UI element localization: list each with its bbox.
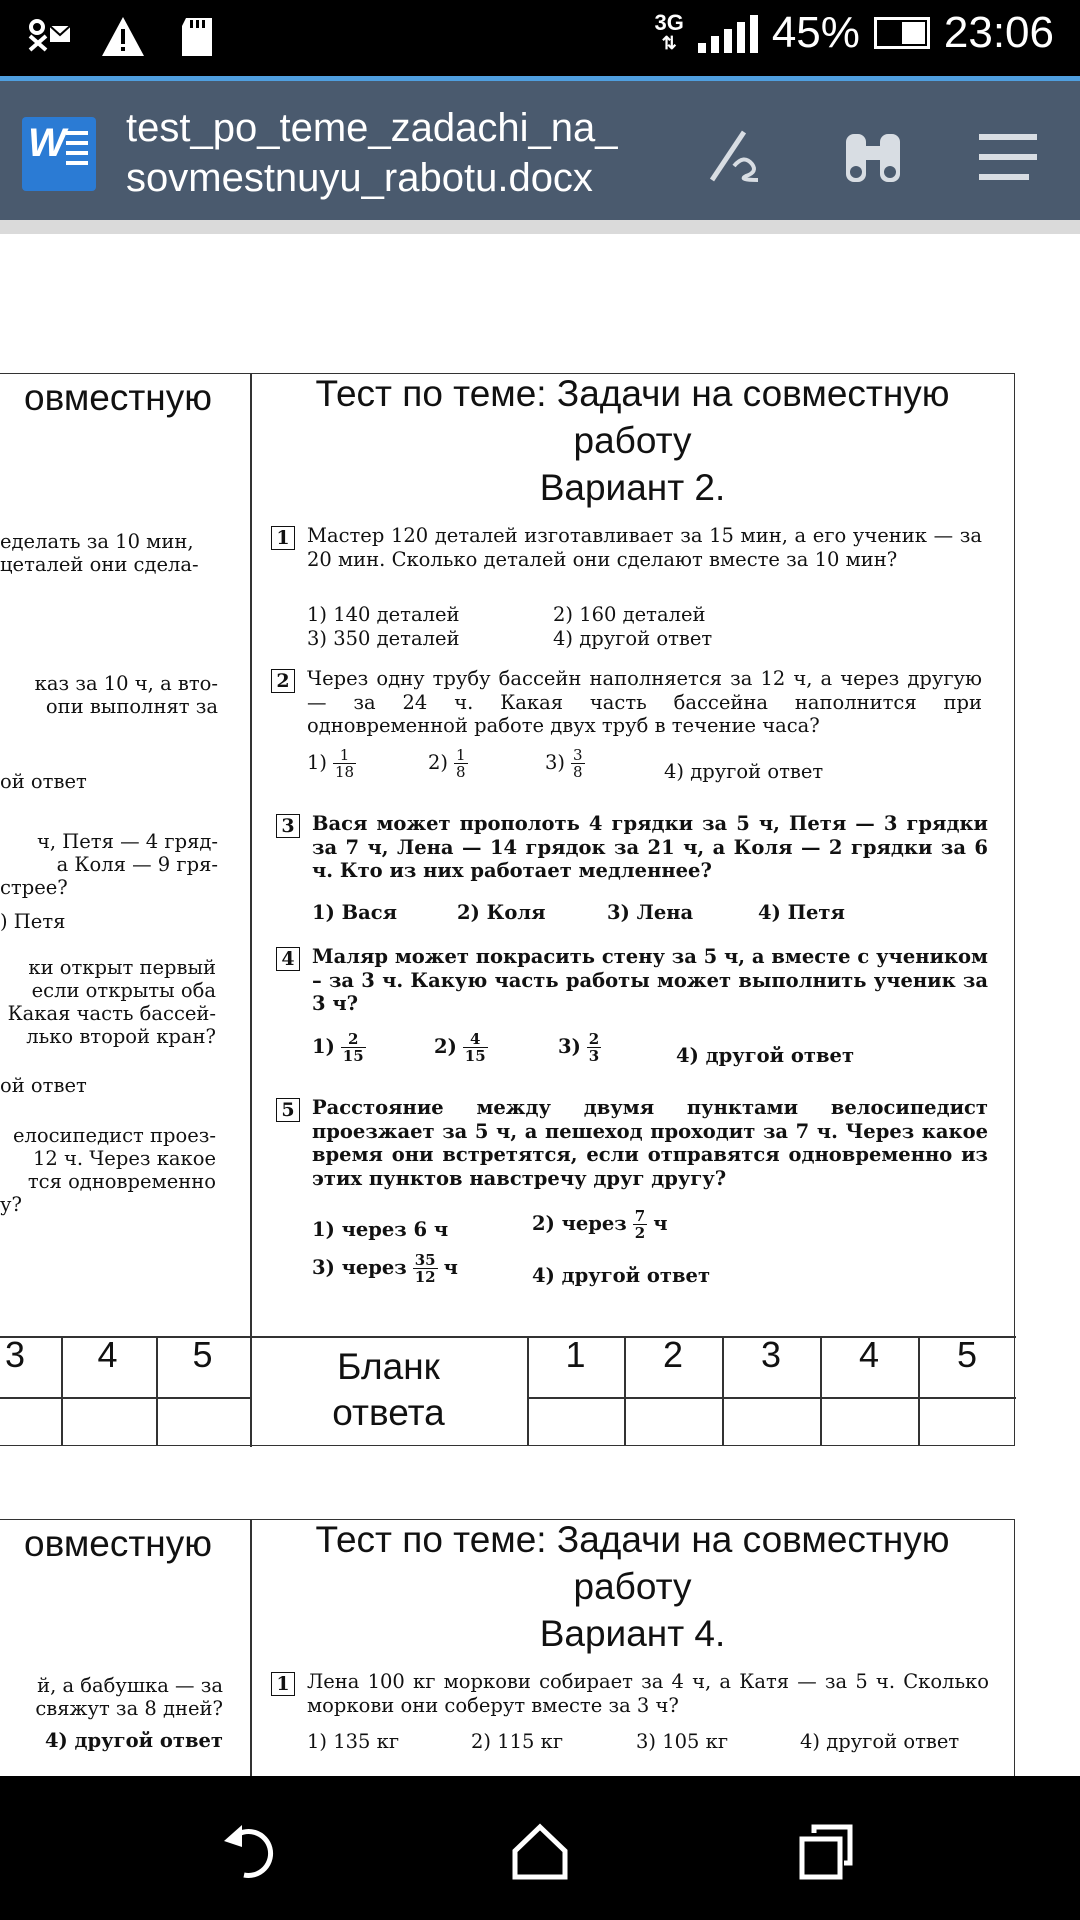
left-answer-cell-3: 3 [4, 1334, 26, 1375]
answer-form-line: ответа [332, 1392, 445, 1433]
q2-answer-4: 4) другой ответ [664, 760, 824, 783]
heading-line: Вариант 2. [539, 467, 726, 508]
question-1-text: Мастер 120 деталей изготавливает за 15 мин, а его ученик — за 20 мин. Сколько деталей они сделают вместе за 10 мин? [307, 524, 982, 571]
find-button[interactable] [833, 117, 913, 197]
fraction [333, 747, 356, 780]
left-question-3-partial [0, 830, 218, 899]
text-line: лько второй кран? [26, 1025, 216, 1048]
document-view[interactable] [0, 234, 1080, 1776]
navigation-bar [0, 1776, 1080, 1920]
question-3-text: Вася может прополоть 4 грядки за 5 ч, Петя — 3 грядки за 7 ч, Лена — 14 грядок за 21 ч, а Коля — 2 грядки за 6 ч. Кто из них работает медленнее? [312, 812, 988, 882]
pen-icon [700, 122, 770, 192]
question-5-text: Расстояние между двумя пунктами велосипедист проезжает за 5 ч, а пешеход проходит за 7 ч. Через какое время они встретятся, если отправятся одновременно из этих пунктов навстречу друг другу? [312, 1096, 988, 1190]
back-icon [218, 1817, 288, 1887]
answer-label: 3) через [312, 1256, 407, 1279]
text-line: а Коля — 9 гря- [56, 853, 218, 876]
answer-label: 2) [428, 751, 449, 774]
signal-strength-icon [698, 13, 758, 53]
warning-icon [100, 14, 146, 60]
answer-label: 1) [307, 751, 328, 774]
q1-answer-3: 3) 350 деталей [307, 627, 460, 650]
denominator: 15 [464, 1047, 486, 1065]
answer-cell-5: 5 [956, 1334, 978, 1375]
variant-4-question-1-text: Лена 100 кг моркови собирает за 4 ч, а Катя — за 5 ч. Сколько моркови они соберут вместе за 3 ч? [307, 1670, 989, 1717]
fraction [463, 1031, 488, 1064]
text-line: Какая часть бассей- [7, 1002, 216, 1025]
fraction [571, 747, 585, 780]
left-question-1-partial [0, 530, 240, 576]
variant-4-q1-answer-2: 2) 115 кг [471, 1730, 564, 1753]
network-type-icon: 3G ⇅ [654, 10, 684, 53]
answer-form-line: Бланк [337, 1346, 440, 1387]
text-line: у? [0, 1193, 22, 1216]
answer-label: 2) [434, 1035, 457, 1058]
heading-line: работу [573, 1566, 692, 1607]
row-divider [527, 1397, 1016, 1399]
hamburger-menu-icon [973, 122, 1043, 192]
left-answer-cell-5: 5 [192, 1334, 213, 1375]
left-answer-cell-4: 4 [97, 1334, 118, 1375]
unit-label: ч [443, 1256, 458, 1279]
left-question-5-partial [0, 1124, 216, 1216]
denominator: 8 [456, 763, 466, 781]
home-button[interactable] [500, 1812, 580, 1892]
question-2-text: Через одну трубу бассейн наполняется за 12 ч, а через другую — за 24 ч. Какая часть бассейна наполнится при одновременной работе двух труб в течение часа? [307, 667, 982, 737]
q3-answer-2: 2) Коля [457, 901, 546, 924]
home-icon [505, 1817, 575, 1887]
unit-label: ч [653, 1212, 668, 1235]
heading-line: работу [573, 420, 692, 461]
variant-4-heading [250, 1516, 1015, 1657]
q4-answer-1 [312, 1031, 372, 1064]
status-bar [0, 0, 1080, 76]
left-answer-3-partial: ) Петя [0, 910, 66, 933]
clock: 23:06 [943, 8, 1054, 57]
text-line: тся одновременно [27, 1170, 216, 1193]
q3-answer-3: 3) Лена [607, 901, 694, 924]
text-line: стрее? [0, 876, 68, 899]
heading-line: Тест по теме: Задачи на совместную [315, 373, 950, 414]
question-4-text: Маляр может покрасить стену за 5 ч, а вместе с учеником – за 3 ч. Какую часть работы может выполнить ученик за 3 ч? [312, 945, 988, 1015]
denominator: 15 [342, 1047, 364, 1065]
denominator: 18 [335, 763, 355, 781]
fraction [413, 1252, 438, 1285]
q2-answer-2 [428, 747, 474, 780]
text-line: еделать за 10 мин, [0, 530, 194, 553]
answer-cell-4: 4 [858, 1334, 880, 1375]
text-line: опи выполнят за [45, 695, 218, 718]
document-title-line1: test_po_teme_zadachi_na_ [126, 106, 618, 150]
q1-answer-1: 1) 140 деталей [307, 603, 460, 626]
q5-answer-3 [312, 1252, 458, 1285]
numerator: 35 [414, 1251, 436, 1269]
question-number-5: 5 [276, 1098, 300, 1122]
variant-4-q1-answer-3: 3) 105 кг [636, 1730, 729, 1753]
answer-cell-3: 3 [760, 1334, 782, 1375]
variant-4-q1-answer-1: 1) 135 кг [307, 1730, 400, 1753]
app-bar-divider [0, 220, 1080, 234]
variant-2-heading [250, 370, 1015, 511]
left-heading-partial-2: овместную [24, 1523, 212, 1564]
recent-apps-icon [792, 1817, 862, 1887]
left-heading-partial: овместную [24, 377, 212, 418]
heading-line: Вариант 4. [539, 1613, 726, 1654]
q2-answer-1 [307, 747, 362, 780]
text-line: цеталей они сдела- [0, 553, 199, 576]
binoculars-icon [838, 122, 908, 192]
left-question-4-partial [0, 956, 216, 1048]
numerator: 2 [341, 1031, 366, 1048]
text-line: каз за 10 ч, а вто- [34, 672, 218, 695]
q4-answer-4: 4) другой ответ [676, 1044, 855, 1067]
text-line: ки открыт первый [28, 956, 216, 979]
fraction [454, 747, 468, 780]
answer-cell-1: 1 [565, 1334, 586, 1375]
left-question-6-partial [0, 1674, 223, 1720]
denominator: 12 [414, 1268, 436, 1286]
variant-4-q1-answer-4: 4) другой ответ [800, 1730, 960, 1753]
question-number-1: 1 [271, 526, 295, 550]
text-line: свяжут за 8 дней? [35, 1697, 223, 1720]
fraction [341, 1031, 366, 1064]
q2-answer-3 [545, 747, 591, 780]
question-number-3: 3 [276, 814, 300, 838]
q4-answer-3 [558, 1031, 607, 1064]
voicemail-message-icon [26, 14, 72, 60]
back-button[interactable] [213, 1812, 293, 1892]
answer-label: 3) [545, 751, 566, 774]
numerator: 4 [463, 1031, 488, 1048]
denominator: 2 [634, 1224, 646, 1242]
edit-pen-button[interactable] [695, 117, 775, 197]
document-title-line2: sovmestnuyu_rabotu.docx [126, 156, 593, 200]
denominator: 3 [588, 1047, 600, 1065]
fraction [633, 1208, 647, 1241]
document-title [126, 103, 646, 203]
answer-form-label [250, 1344, 527, 1436]
recent-apps-button[interactable] [787, 1812, 867, 1892]
text-line: ч, Петя — 4 гряд- [36, 830, 218, 853]
column-divider [250, 374, 252, 1447]
answer-label: 2) через [532, 1212, 627, 1235]
q3-answer-4: 4) Петя [758, 901, 845, 924]
text-line: й, а бабушка — за [37, 1674, 223, 1697]
q5-answer-4: 4) другой ответ [532, 1264, 711, 1287]
numerator: 1 [456, 746, 466, 764]
text-line: если открыты оба [31, 979, 216, 1002]
left-answer-4-partial: ой ответ [0, 1074, 87, 1097]
numerator: 1 [333, 747, 356, 764]
q1-answer-4: 4) другой ответ [553, 627, 713, 650]
question-number-2: 2 [271, 669, 295, 693]
text-line: елосипедист проез- [12, 1124, 216, 1147]
text-line: 12 ч. Через какое [32, 1147, 216, 1170]
sd-card-icon [174, 14, 220, 60]
battery-percent: 45% [771, 8, 860, 57]
fraction [587, 1031, 601, 1064]
answer-label: 1) [312, 1035, 335, 1058]
q5-answer-1: 1) через 6 ч [312, 1218, 449, 1241]
answer-cell-2: 2 [662, 1334, 684, 1375]
q1-answer-2: 2) 160 деталей [553, 603, 706, 626]
q4-answer-2 [434, 1031, 494, 1064]
app-bar [0, 76, 1080, 220]
numerator: 3 [573, 746, 583, 764]
battery-icon [874, 17, 930, 49]
variant-4-question-number-1: 1 [271, 1672, 295, 1696]
numerator: 2 [588, 1030, 600, 1048]
q3-answer-1: 1) Вася [312, 901, 397, 924]
left-answer-2-partial: ой ответ [0, 770, 87, 793]
left-answer-6-partial: 4) другой ответ [44, 1729, 223, 1752]
word-document-icon[interactable]: W [22, 117, 96, 191]
denominator: 8 [573, 763, 583, 781]
q5-answer-2 [532, 1208, 667, 1241]
menu-button[interactable] [968, 117, 1048, 197]
network-type-label: 3G [654, 10, 684, 35]
numerator: 7 [634, 1207, 646, 1225]
answer-label: 3) [558, 1035, 581, 1058]
question-number-4: 4 [276, 947, 300, 971]
left-question-2-partial [0, 672, 218, 718]
row-divider [0, 1397, 250, 1399]
heading-line: Тест по теме: Задачи на совместную [315, 1519, 950, 1560]
